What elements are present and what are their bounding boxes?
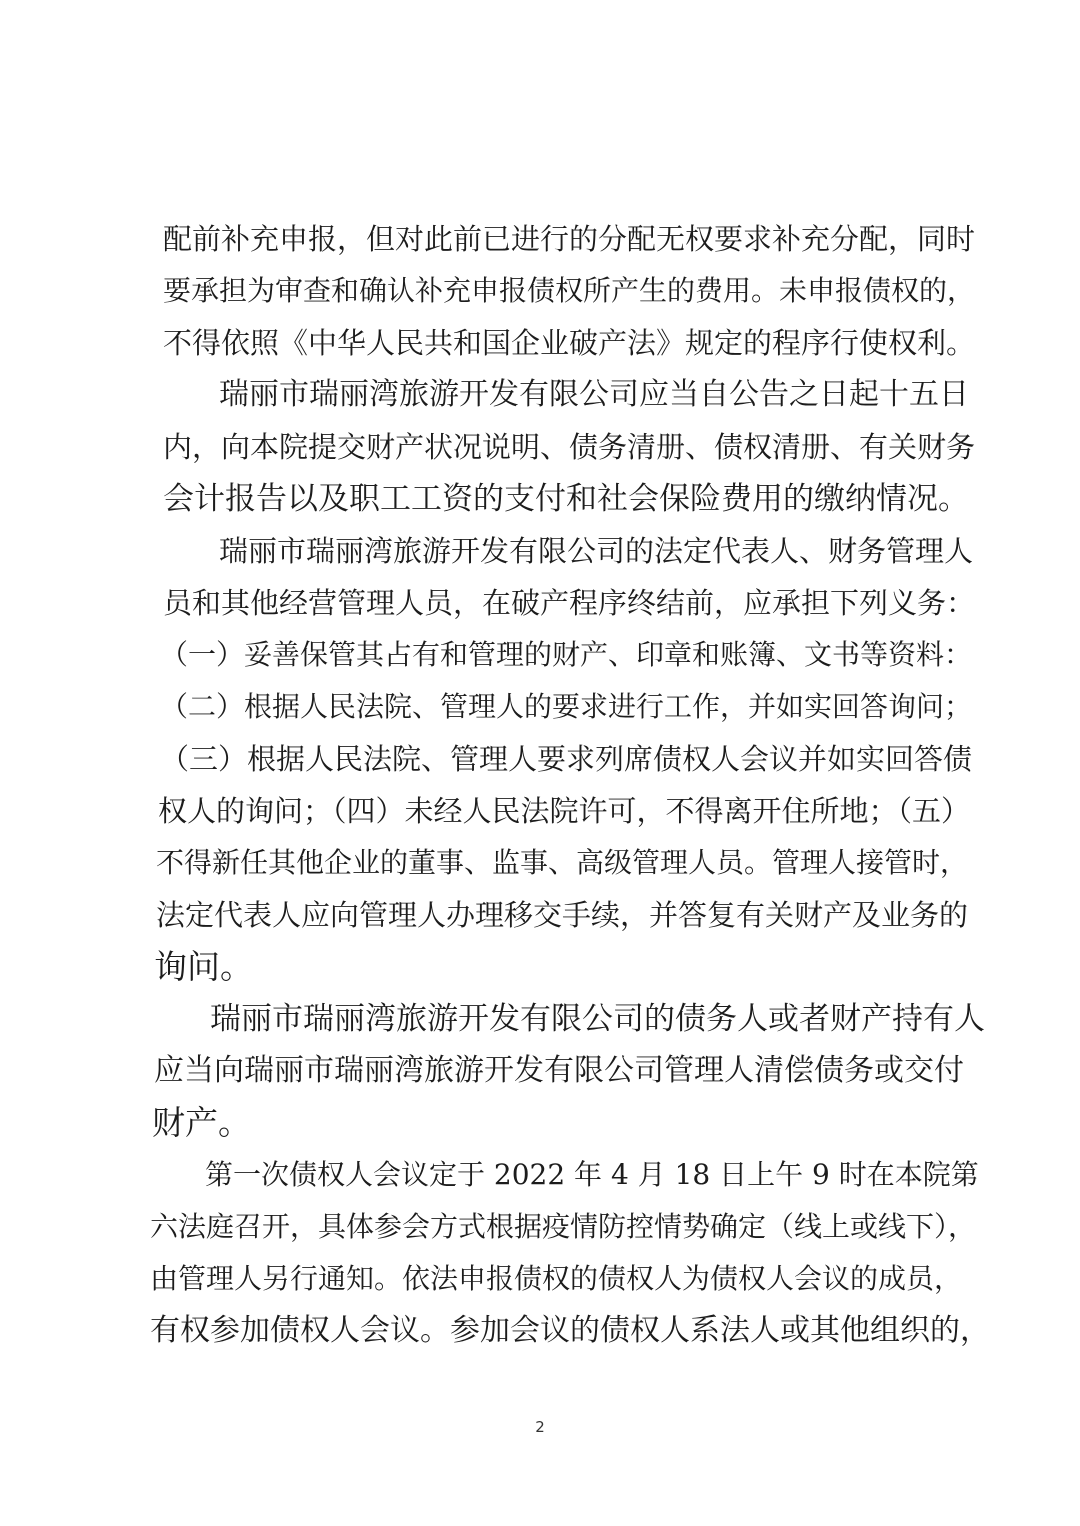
text-line: 询问。 xyxy=(154,947,253,986)
text-line: 不得依照《中华人民共和国企业破产法》规定的程序行使权利。 xyxy=(163,326,976,360)
text-line: 应当向瑞丽市瑞丽湾旅游开发有限公司管理人清偿债务或交付 xyxy=(154,1053,964,1088)
text-line: 瑞丽市瑞丽湾旅游开发有限公司的债务人或者财产持有人 xyxy=(210,1001,985,1037)
text-line: 六法庭召开，具体参会方式根据疫情防控情势确定（线上或线下）， xyxy=(150,1210,977,1243)
text-line: 权人的询问；（四）未经人民法院许可，不得离开住所地；（五） xyxy=(158,794,971,828)
text-line: 内，向本院提交财产状况说明、债务清册、债权清册、有关财务 xyxy=(163,430,976,464)
text-line: 员和其他经营管理人员，在破产程序终结前，应承担下列义务： xyxy=(163,586,976,620)
text-line: 有权参加债权人会议。参加会议的债权人系法人或其他组织的， xyxy=(150,1313,990,1348)
text-line: （三）根据人民法院、管理人要求列席债权人会议并如实回答债 xyxy=(160,742,973,776)
text-line: 瑞丽市瑞丽湾旅游开发有限公司应当自公告之日起十五日 xyxy=(219,377,969,412)
page-number: 2 xyxy=(535,1418,545,1436)
text-line: 瑞丽市瑞丽湾旅游开发有限公司的法定代表人、财务管理人 xyxy=(219,534,974,568)
text-line: （二）根据人民法院、管理人的要求进行工作，并如实回答询问； xyxy=(160,690,973,723)
text-line: 第一次债权人会议定于 2022 年 4 月 18 日上午 9 时在本院第 xyxy=(205,1158,979,1191)
text-line: 会计报告以及职工工资的支付和社会保险费用的缴纳情况。 xyxy=(163,481,969,517)
text-line: 不得新任其他企业的董事、监事、高级管理人员。管理人接管时， xyxy=(156,846,969,879)
text-line: 财产。 xyxy=(152,1103,251,1142)
text-line: 由管理人另行通知。依法申报债权的债权人为债权人会议的成员， xyxy=(150,1262,963,1295)
text-line: 法定代表人应向管理人办理移交手续，并答复有关财产及业务的 xyxy=(156,898,969,932)
text-line: 要承担为审查和确认补充申报债权所产生的费用。未申报债权的， xyxy=(163,274,976,307)
text-line: （一）妥善保管其占有和管理的财产、印章和账簿、文书等资料： xyxy=(160,638,973,671)
text-line: 配前补充申报，但对此前已进行的分配无权要求补充分配，同时 xyxy=(163,222,976,256)
